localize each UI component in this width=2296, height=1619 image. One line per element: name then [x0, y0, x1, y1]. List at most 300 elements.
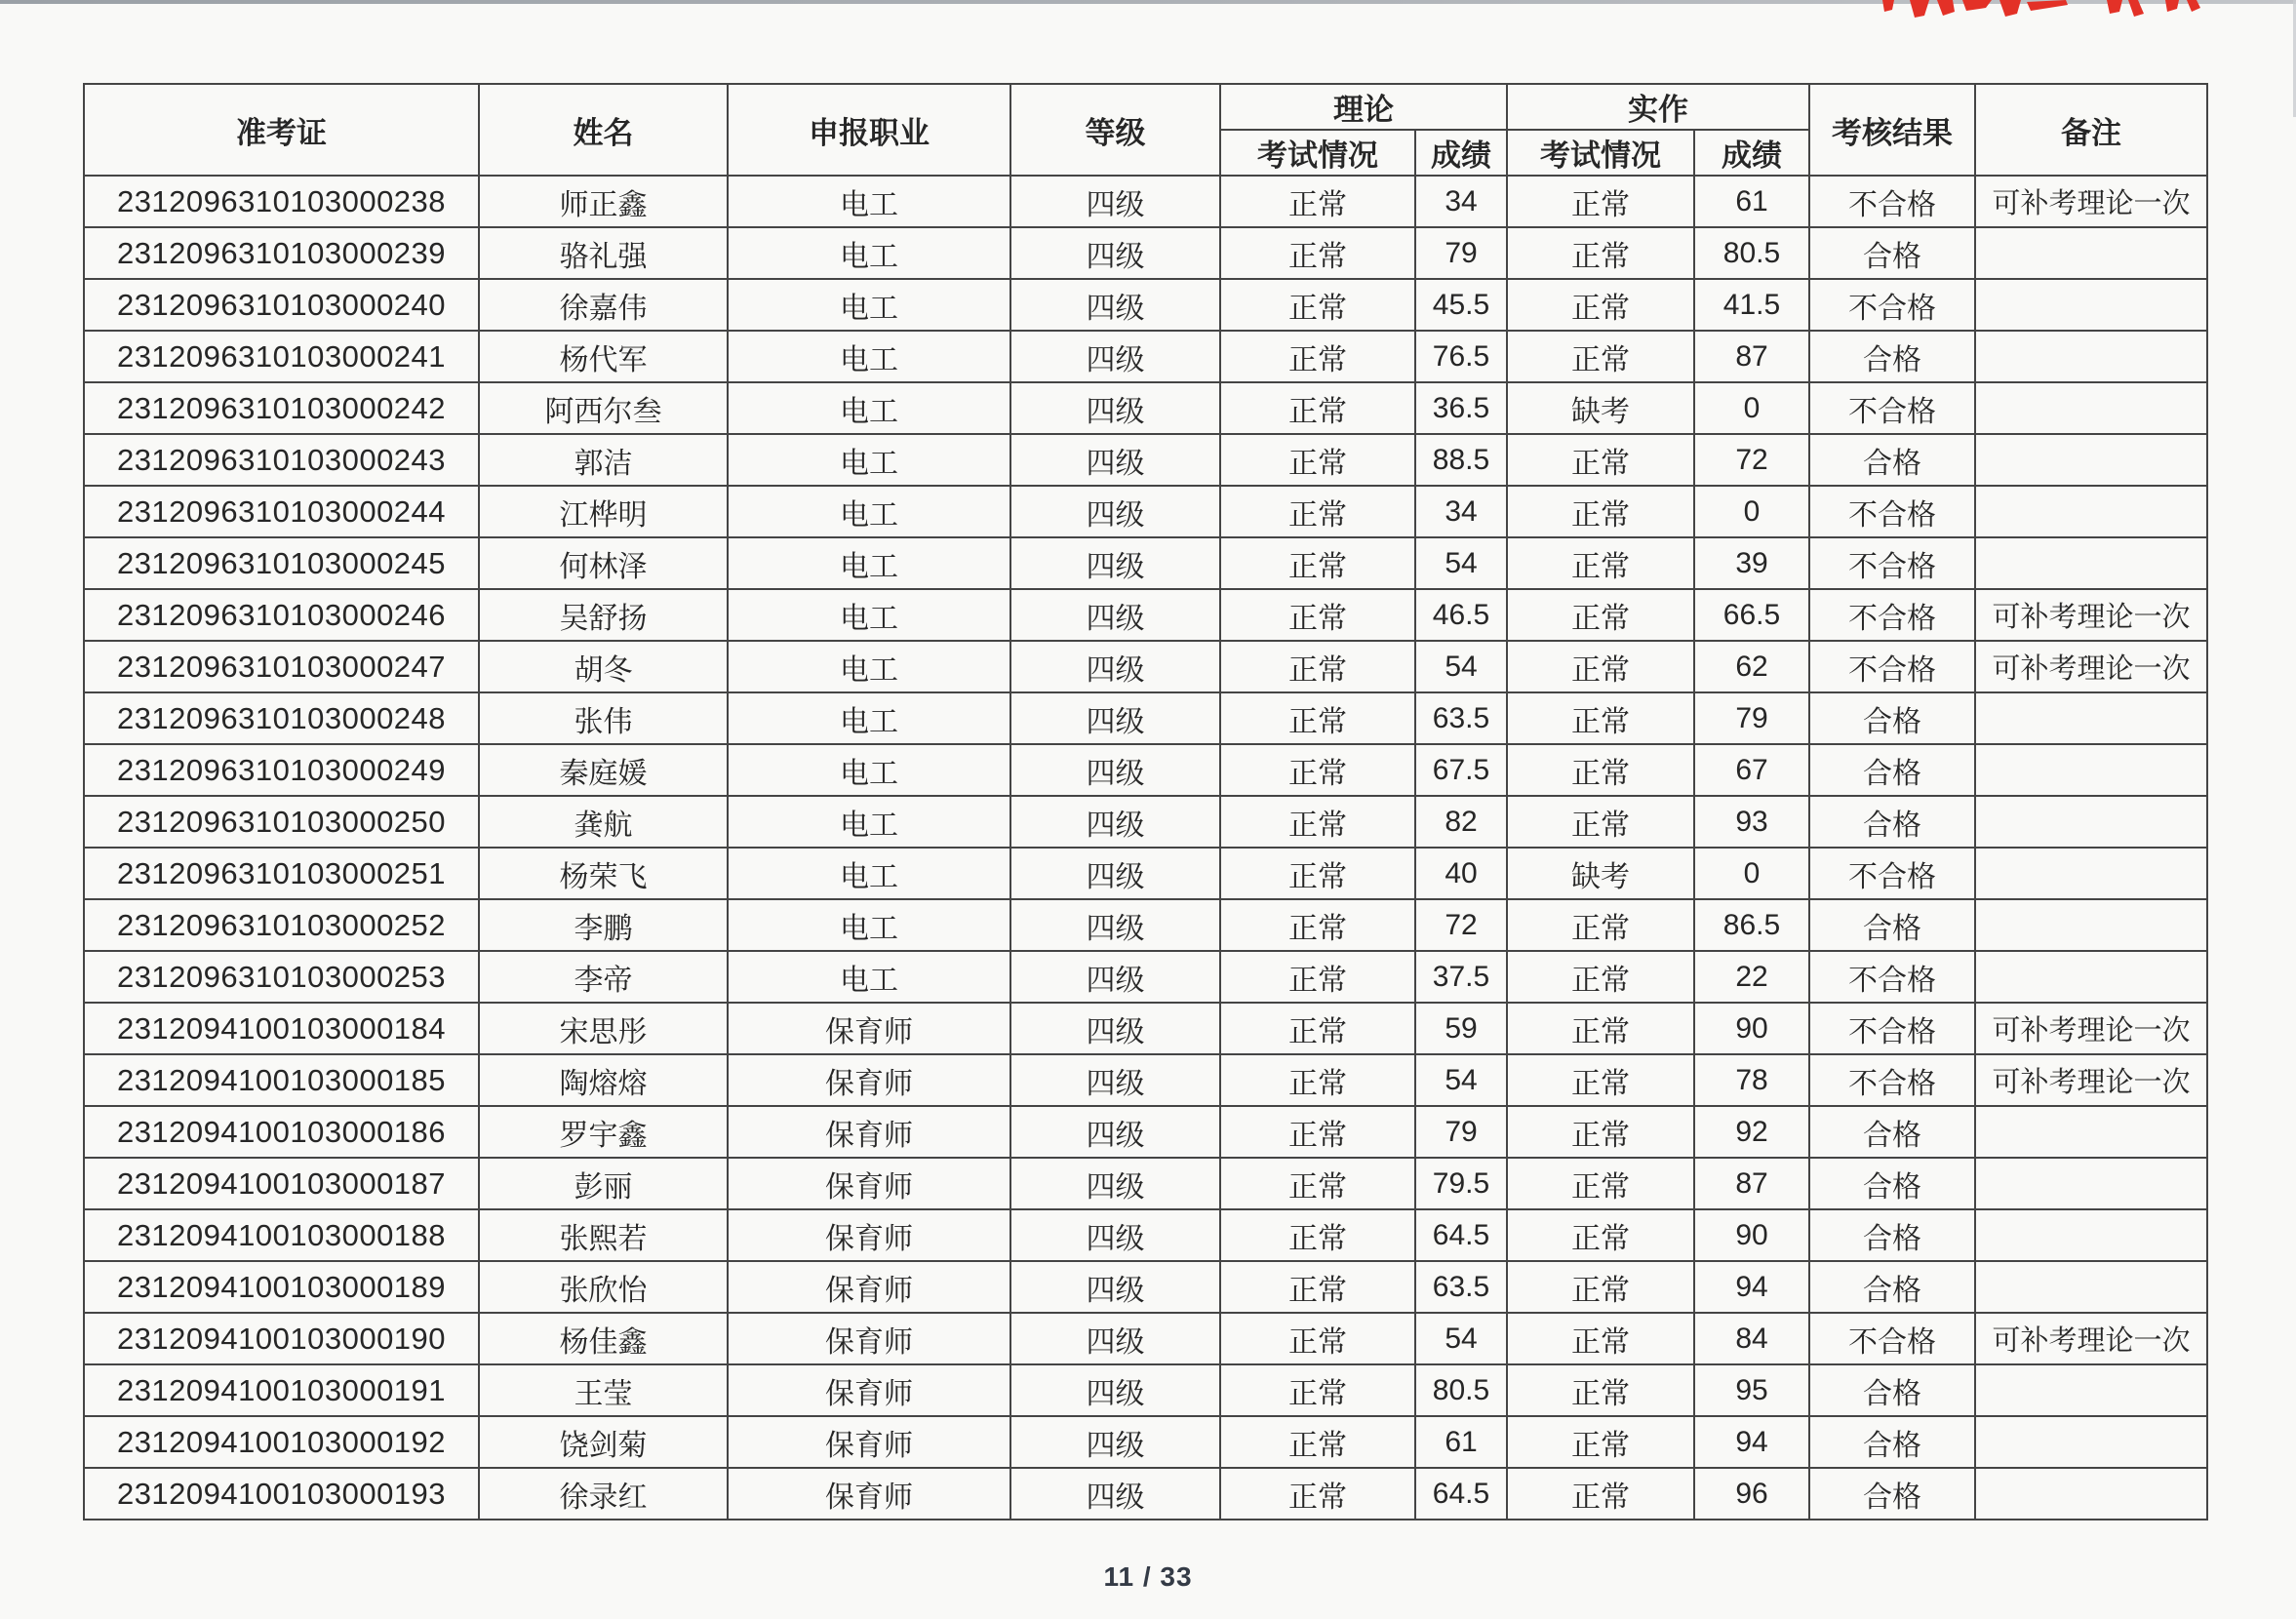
cell-name: 秦庭媛: [479, 744, 728, 796]
cell-result: 不合格: [1809, 382, 1975, 434]
cell-occupation: 电工: [728, 692, 1010, 744]
cell-practical-status: 正常: [1507, 486, 1694, 537]
cell-admission-ticket: 2312096310103000238: [84, 176, 479, 227]
cell-admission-ticket: 2312096310103000249: [84, 744, 479, 796]
cell-admission-ticket: 2312096310103000246: [84, 589, 479, 641]
cell-practical-score: 39: [1694, 537, 1809, 589]
cell-practical-status: 正常: [1507, 1313, 1694, 1364]
cell-practical-score: 0: [1694, 382, 1809, 434]
cell-practical-status: 正常: [1507, 899, 1694, 951]
cell-name: 陶熔熔: [479, 1054, 728, 1106]
cell-practical-status: 正常: [1507, 537, 1694, 589]
cell-theory-status: 正常: [1220, 951, 1415, 1003]
table-row: [84, 1209, 2207, 1261]
cell-theory-score: 36.5: [1415, 382, 1507, 434]
cell-name: 阿西尔叁: [479, 382, 728, 434]
cell-practical-score: 67: [1694, 744, 1809, 796]
cell-name: 吴舒扬: [479, 589, 728, 641]
cell-practical-score: 72: [1694, 434, 1809, 486]
cell-theory-score: 64.5: [1415, 1209, 1507, 1261]
cell-practical-status: 正常: [1507, 176, 1694, 227]
cell-theory-status: 正常: [1220, 382, 1415, 434]
cell-occupation: 电工: [728, 589, 1010, 641]
cell-level: 四级: [1010, 589, 1220, 641]
cell-level: 四级: [1010, 899, 1220, 951]
cell-practical-status: 正常: [1507, 1158, 1694, 1209]
cell-name: 张伟: [479, 692, 728, 744]
cell-admission-ticket: 2312096310103000253: [84, 951, 479, 1003]
cell-result: 合格: [1809, 1468, 1975, 1520]
cell-practical-score: 0: [1694, 848, 1809, 899]
cell-practical-score: 66.5: [1694, 589, 1809, 641]
cell-result: 合格: [1809, 331, 1975, 382]
cell-result: 不合格: [1809, 951, 1975, 1003]
cell-level: 四级: [1010, 1209, 1220, 1261]
cell-practical-score: 61: [1694, 176, 1809, 227]
cell-name: 彭丽: [479, 1158, 728, 1209]
cell-remark: [1975, 331, 2207, 382]
cell-practical-score: 79: [1694, 692, 1809, 744]
cell-level: 四级: [1010, 382, 1220, 434]
cell-level: 四级: [1010, 434, 1220, 486]
cell-practical-status: 正常: [1507, 796, 1694, 848]
cell-theory-score: 37.5: [1415, 951, 1507, 1003]
cell-theory-score: 72: [1415, 899, 1507, 951]
cell-admission-ticket: 2312094100103000186: [84, 1106, 479, 1158]
cell-practical-score: 93: [1694, 796, 1809, 848]
cell-level: 四级: [1010, 1313, 1220, 1364]
cell-theory-score: 40: [1415, 848, 1507, 899]
cell-result: 合格: [1809, 899, 1975, 951]
cell-admission-ticket: 2312094100103000192: [84, 1416, 479, 1468]
table-row: [84, 176, 2207, 227]
cell-admission-ticket: 2312094100103000190: [84, 1313, 479, 1364]
cell-theory-score: 67.5: [1415, 744, 1507, 796]
cell-theory-status: 正常: [1220, 1209, 1415, 1261]
page-number: 11 / 33: [1103, 1561, 1193, 1592]
cell-practical-score: 62: [1694, 641, 1809, 692]
cell-level: 四级: [1010, 744, 1220, 796]
cell-admission-ticket: 2312096310103000240: [84, 279, 479, 331]
cell-remark: [1975, 1209, 2207, 1261]
cell-level: 四级: [1010, 951, 1220, 1003]
cell-level: 四级: [1010, 1364, 1220, 1416]
header-result: 考核结果: [1809, 84, 1975, 176]
cell-theory-status: 正常: [1220, 641, 1415, 692]
cell-name: 杨荣飞: [479, 848, 728, 899]
cell-result: 合格: [1809, 434, 1975, 486]
header-level: 等级: [1010, 84, 1220, 176]
table-row: [84, 486, 2207, 537]
cell-remark: [1975, 692, 2207, 744]
table-row: [84, 951, 2207, 1003]
table-row: [84, 279, 2207, 331]
cell-level: 四级: [1010, 848, 1220, 899]
cell-theory-status: 正常: [1220, 227, 1415, 279]
cell-theory-score: 76.5: [1415, 331, 1507, 382]
cell-occupation: 电工: [728, 176, 1010, 227]
cell-occupation: 保育师: [728, 1003, 1010, 1054]
table-row: [84, 1364, 2207, 1416]
header-practical-exam-status: 考试情况: [1507, 130, 1694, 176]
cell-name: 胡冬: [479, 641, 728, 692]
cell-theory-status: 正常: [1220, 1261, 1415, 1313]
cell-occupation: 保育师: [728, 1416, 1010, 1468]
cell-theory-status: 正常: [1220, 1468, 1415, 1520]
cell-theory-status: 正常: [1220, 486, 1415, 537]
cell-theory-score: 54: [1415, 1054, 1507, 1106]
cell-practical-status: 正常: [1507, 279, 1694, 331]
cell-occupation: 保育师: [728, 1209, 1010, 1261]
header-remark: 备注: [1975, 84, 2207, 176]
header-theory-exam-status: 考试情况: [1220, 130, 1415, 176]
cell-level: 四级: [1010, 227, 1220, 279]
cell-occupation: 电工: [728, 279, 1010, 331]
cell-remark: [1975, 1468, 2207, 1520]
cell-practical-status: 正常: [1507, 1003, 1694, 1054]
cell-practical-score: 90: [1694, 1209, 1809, 1261]
cell-admission-ticket: 2312094100103000191: [84, 1364, 479, 1416]
cell-name: 宋思彤: [479, 1003, 728, 1054]
cell-level: 四级: [1010, 641, 1220, 692]
cell-practical-status: 正常: [1507, 692, 1694, 744]
cell-remark: [1975, 434, 2207, 486]
cell-practical-status: 正常: [1507, 1106, 1694, 1158]
cell-result: 不合格: [1809, 486, 1975, 537]
cell-remark: [1975, 537, 2207, 589]
table-row: [84, 434, 2207, 486]
cell-remark: [1975, 899, 2207, 951]
cell-theory-score: 54: [1415, 641, 1507, 692]
cell-remark: [1975, 1261, 2207, 1313]
cell-theory-score: 34: [1415, 176, 1507, 227]
cell-theory-score: 88.5: [1415, 434, 1507, 486]
cell-admission-ticket: 2312096310103000250: [84, 796, 479, 848]
cell-admission-ticket: 2312094100103000184: [84, 1003, 479, 1054]
cell-practical-status: 正常: [1507, 1364, 1694, 1416]
cell-remark: [1975, 796, 2207, 848]
cell-name: 龚航: [479, 796, 728, 848]
cell-admission-ticket: 2312096310103000241: [84, 331, 479, 382]
cell-result: 合格: [1809, 1416, 1975, 1468]
cell-occupation: 电工: [728, 486, 1010, 537]
cell-occupation: 电工: [728, 331, 1010, 382]
table-row: [84, 899, 2207, 951]
cell-level: 四级: [1010, 796, 1220, 848]
cell-occupation: 保育师: [728, 1054, 1010, 1106]
cell-admission-ticket: 2312094100103000185: [84, 1054, 479, 1106]
cell-occupation: 电工: [728, 382, 1010, 434]
cell-name: 罗宇鑫: [479, 1106, 728, 1158]
cell-practical-score: 80.5: [1694, 227, 1809, 279]
header-theory-score: 成绩: [1415, 130, 1507, 176]
cell-occupation: 电工: [728, 951, 1010, 1003]
table-row: [84, 1261, 2207, 1313]
cell-practical-score: 96: [1694, 1468, 1809, 1520]
cell-level: 四级: [1010, 1054, 1220, 1106]
cell-admission-ticket: 2312094100103000189: [84, 1261, 479, 1313]
cell-result: 合格: [1809, 1364, 1975, 1416]
cell-theory-status: 正常: [1220, 1054, 1415, 1106]
cell-practical-status: 缺考: [1507, 848, 1694, 899]
cell-theory-status: 正常: [1220, 537, 1415, 589]
cell-result: 合格: [1809, 1106, 1975, 1158]
cell-theory-status: 正常: [1220, 1416, 1415, 1468]
cell-theory-score: 61: [1415, 1416, 1507, 1468]
cell-occupation: 保育师: [728, 1364, 1010, 1416]
cell-level: 四级: [1010, 692, 1220, 744]
results-table-body: [84, 176, 2207, 1520]
cell-admission-ticket: 2312094100103000187: [84, 1158, 479, 1209]
cell-remark: [1975, 1364, 2207, 1416]
cell-theory-score: 79: [1415, 227, 1507, 279]
cell-occupation: 电工: [728, 537, 1010, 589]
cell-admission-ticket: 2312096310103000243: [84, 434, 479, 486]
cell-result: 不合格: [1809, 1003, 1975, 1054]
cell-remark: [1975, 227, 2207, 279]
cell-practical-score: 92: [1694, 1106, 1809, 1158]
cell-result: 合格: [1809, 692, 1975, 744]
cell-occupation: 电工: [728, 796, 1010, 848]
cell-occupation: 保育师: [728, 1106, 1010, 1158]
cell-occupation: 电工: [728, 744, 1010, 796]
cell-remark: 可补考理论一次: [1975, 1054, 2207, 1106]
cell-name: 王莹: [479, 1364, 728, 1416]
cell-name: 徐录红: [479, 1468, 728, 1520]
cell-remark: [1975, 848, 2207, 899]
cell-practical-status: 正常: [1507, 1209, 1694, 1261]
cell-practical-status: 正常: [1507, 744, 1694, 796]
cell-remark: 可补考理论一次: [1975, 1003, 2207, 1054]
cell-practical-score: 87: [1694, 331, 1809, 382]
header-practical-group: 实作: [1507, 84, 1809, 130]
table-row: [84, 1106, 2207, 1158]
cell-remark: [1975, 951, 2207, 1003]
cell-theory-status: 正常: [1220, 1003, 1415, 1054]
cell-practical-status: 正常: [1507, 331, 1694, 382]
table-row: [84, 1313, 2207, 1364]
cell-theory-status: 正常: [1220, 434, 1415, 486]
header-admission-ticket: 准考证: [84, 84, 479, 176]
cell-occupation: 保育师: [728, 1468, 1010, 1520]
cell-theory-status: 正常: [1220, 1313, 1415, 1364]
cell-practical-status: 正常: [1507, 1468, 1694, 1520]
table-row: [84, 641, 2207, 692]
cell-theory-status: 正常: [1220, 796, 1415, 848]
cell-occupation: 保育师: [728, 1158, 1010, 1209]
cell-theory-status: 正常: [1220, 1106, 1415, 1158]
cell-level: 四级: [1010, 1158, 1220, 1209]
cell-remark: 可补考理论一次: [1975, 589, 2207, 641]
cell-practical-status: 正常: [1507, 227, 1694, 279]
cell-name: 李鹏: [479, 899, 728, 951]
table-row: [84, 331, 2207, 382]
cell-occupation: 保育师: [728, 1261, 1010, 1313]
cell-remark: 可补考理论一次: [1975, 641, 2207, 692]
cell-level: 四级: [1010, 176, 1220, 227]
cell-name: 杨代军: [479, 331, 728, 382]
cell-admission-ticket: 2312096310103000248: [84, 692, 479, 744]
header-occupation: 申报职业: [728, 84, 1010, 176]
cell-theory-status: 正常: [1220, 744, 1415, 796]
cell-result: 合格: [1809, 1158, 1975, 1209]
cell-remark: [1975, 1158, 2207, 1209]
cell-admission-ticket: 2312096310103000239: [84, 227, 479, 279]
cell-level: 四级: [1010, 1416, 1220, 1468]
table-row: [84, 692, 2207, 744]
cell-admission-ticket: 2312096310103000242: [84, 382, 479, 434]
cell-practical-score: 86.5: [1694, 899, 1809, 951]
table-row: [84, 537, 2207, 589]
cell-theory-score: 34: [1415, 486, 1507, 537]
cell-practical-status: 正常: [1507, 1054, 1694, 1106]
cell-practical-score: 84: [1694, 1313, 1809, 1364]
cell-remark: 可补考理论一次: [1975, 176, 2207, 227]
cell-practical-score: 95: [1694, 1364, 1809, 1416]
cell-result: 不合格: [1809, 1313, 1975, 1364]
header-name: 姓名: [479, 84, 728, 176]
cell-name: 饶剑菊: [479, 1416, 728, 1468]
cell-admission-ticket: 2312094100103000193: [84, 1468, 479, 1520]
cell-practical-score: 90: [1694, 1003, 1809, 1054]
table-row: [84, 382, 2207, 434]
cell-practical-score: 22: [1694, 951, 1809, 1003]
cell-occupation: 保育师: [728, 1313, 1010, 1364]
red-ink-marks: [1873, 0, 2209, 21]
cell-level: 四级: [1010, 537, 1220, 589]
cell-name: 郭洁: [479, 434, 728, 486]
header-practical-score: 成绩: [1694, 130, 1809, 176]
cell-practical-status: 正常: [1507, 589, 1694, 641]
cell-level: 四级: [1010, 486, 1220, 537]
cell-admission-ticket: 2312096310103000245: [84, 537, 479, 589]
cell-theory-status: 正常: [1220, 279, 1415, 331]
cell-theory-score: 59: [1415, 1003, 1507, 1054]
cell-theory-status: 正常: [1220, 848, 1415, 899]
table-row: [84, 227, 2207, 279]
cell-admission-ticket: 2312096310103000251: [84, 848, 479, 899]
cell-result: 合格: [1809, 1261, 1975, 1313]
cell-admission-ticket: 2312094100103000188: [84, 1209, 479, 1261]
cell-theory-status: 正常: [1220, 692, 1415, 744]
table-header: [84, 84, 2207, 176]
cell-theory-score: 63.5: [1415, 692, 1507, 744]
table-row: [84, 1158, 2207, 1209]
cell-remark: [1975, 744, 2207, 796]
cell-theory-score: 45.5: [1415, 279, 1507, 331]
cell-occupation: 电工: [728, 848, 1010, 899]
cell-theory-score: 79.5: [1415, 1158, 1507, 1209]
cell-name: 骆礼强: [479, 227, 728, 279]
cell-admission-ticket: 2312096310103000247: [84, 641, 479, 692]
cell-practical-score: 78: [1694, 1054, 1809, 1106]
cell-theory-status: 正常: [1220, 589, 1415, 641]
cell-result: 合格: [1809, 744, 1975, 796]
cell-remark: [1975, 1416, 2207, 1468]
cell-result: 合格: [1809, 1209, 1975, 1261]
cell-occupation: 电工: [728, 434, 1010, 486]
table-row: [84, 1468, 2207, 1520]
cell-name: 师正鑫: [479, 176, 728, 227]
cell-level: 四级: [1010, 1106, 1220, 1158]
cell-practical-status: 正常: [1507, 1261, 1694, 1313]
cell-remark: [1975, 382, 2207, 434]
cell-level: 四级: [1010, 1003, 1220, 1054]
cell-result: 不合格: [1809, 279, 1975, 331]
cell-practical-status: 正常: [1507, 1416, 1694, 1468]
table-row: [84, 1054, 2207, 1106]
cell-remark: [1975, 486, 2207, 537]
cell-result: 合格: [1809, 796, 1975, 848]
cell-practical-status: 正常: [1507, 641, 1694, 692]
table-row: [84, 848, 2207, 899]
cell-name: 杨佳鑫: [479, 1313, 728, 1364]
cell-result: 不合格: [1809, 641, 1975, 692]
cell-name: 张欣怡: [479, 1261, 728, 1313]
cell-occupation: 电工: [728, 641, 1010, 692]
cell-level: 四级: [1010, 279, 1220, 331]
cell-practical-score: 0: [1694, 486, 1809, 537]
cell-practical-status: 缺考: [1507, 382, 1694, 434]
cell-theory-status: 正常: [1220, 1158, 1415, 1209]
cell-name: 李帝: [479, 951, 728, 1003]
cell-result: 不合格: [1809, 848, 1975, 899]
cell-name: 江桦明: [479, 486, 728, 537]
table-row: [84, 1416, 2207, 1468]
cell-practical-score: 94: [1694, 1416, 1809, 1468]
cell-practical-score: 94: [1694, 1261, 1809, 1313]
cell-admission-ticket: 2312096310103000252: [84, 899, 479, 951]
cell-theory-score: 79: [1415, 1106, 1507, 1158]
cell-remark: [1975, 279, 2207, 331]
table-row: [84, 796, 2207, 848]
cell-result: 合格: [1809, 227, 1975, 279]
table-row: [84, 744, 2207, 796]
cell-result: 不合格: [1809, 589, 1975, 641]
cell-remark: 可补考理论一次: [1975, 1313, 2207, 1364]
results-table: [83, 83, 2208, 1520]
cell-theory-status: 正常: [1220, 899, 1415, 951]
cell-theory-score: 63.5: [1415, 1261, 1507, 1313]
cell-result: 不合格: [1809, 176, 1975, 227]
cell-remark: [1975, 1106, 2207, 1158]
table-row: [84, 1003, 2207, 1054]
cell-occupation: 电工: [728, 227, 1010, 279]
cell-admission-ticket: 2312096310103000244: [84, 486, 479, 537]
cell-level: 四级: [1010, 1261, 1220, 1313]
cell-theory-score: 82: [1415, 796, 1507, 848]
cell-occupation: 电工: [728, 899, 1010, 951]
cell-theory-score: 54: [1415, 537, 1507, 589]
cell-theory-score: 54: [1415, 1313, 1507, 1364]
cell-practical-status: 正常: [1507, 951, 1694, 1003]
cell-name: 张熙若: [479, 1209, 728, 1261]
cell-theory-status: 正常: [1220, 1364, 1415, 1416]
cell-level: 四级: [1010, 331, 1220, 382]
cell-theory-score: 46.5: [1415, 589, 1507, 641]
cell-theory-status: 正常: [1220, 176, 1415, 227]
cell-name: 何林泽: [479, 537, 728, 589]
cell-result: 不合格: [1809, 537, 1975, 589]
cell-theory-status: 正常: [1220, 331, 1415, 382]
cell-level: 四级: [1010, 1468, 1220, 1520]
cell-result: 不合格: [1809, 1054, 1975, 1106]
cell-practical-status: 正常: [1507, 434, 1694, 486]
cell-practical-score: 87: [1694, 1158, 1809, 1209]
cell-name: 徐嘉伟: [479, 279, 728, 331]
table-row: [84, 589, 2207, 641]
cell-theory-score: 80.5: [1415, 1364, 1507, 1416]
